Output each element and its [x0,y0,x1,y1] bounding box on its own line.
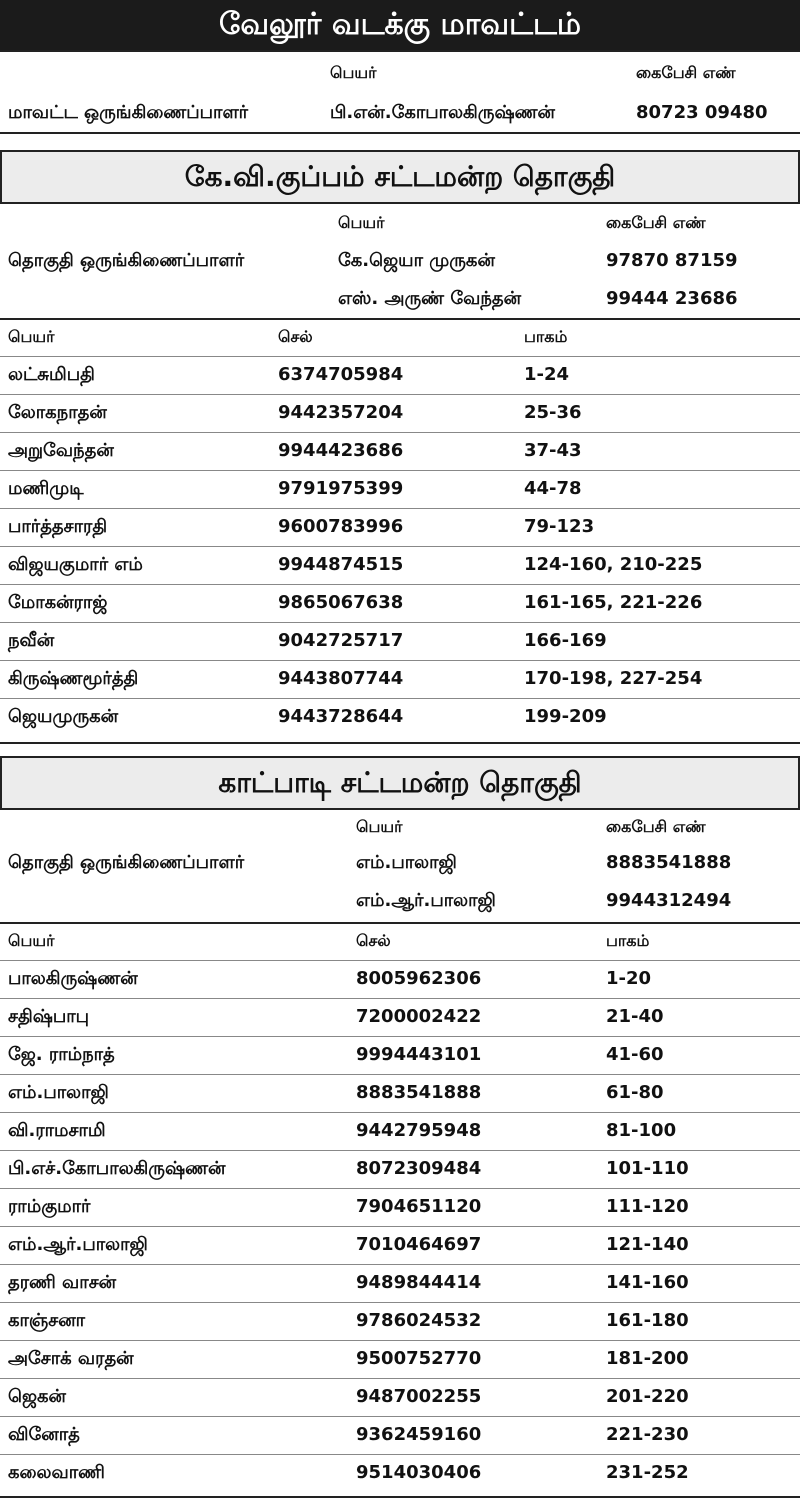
table-row [0,394,800,432]
cell-part: 1-24 [524,364,570,385]
cell-part: 166-169 [524,630,607,651]
table-row [0,584,800,622]
cell-phone: 9489844414 [356,1272,482,1293]
table-header-part: பாகம் [524,327,568,346]
cell-phone: 9442357204 [278,402,404,423]
katpadi-col-name: பெயர் [356,817,403,836]
cell-phone: 9944874515 [278,554,404,575]
katpadi-coordinator-row [0,882,800,920]
table-row [0,1036,800,1074]
cell-part: 141-160 [606,1272,689,1293]
cell-part: 81-100 [606,1120,677,1141]
table-row [0,1188,800,1226]
table-header-part: பாகம் [606,931,650,950]
cell-name: பார்த்தசாரதி [8,516,108,537]
table-row [0,356,800,394]
divider [0,1496,800,1498]
table-row [0,1416,800,1454]
divider [0,50,800,52]
kv-kuppam-role: தொகுதி ஒருங்கிணைப்பாளர் [8,250,245,271]
cell-phone: 9443728644 [278,706,404,727]
cell-part: 21-40 [606,1006,664,1027]
cell-phone: 7200002422 [356,1006,482,1027]
cell-part: 61-80 [606,1082,664,1103]
cell-part: 201-220 [606,1386,689,1407]
cell-name: அசோக் வரதன் [8,1348,134,1369]
cell-name: அறுவேந்தன் [8,440,114,461]
cell-phone: 8883541888 [356,1082,482,1103]
district-coordinator-row [0,94,800,132]
katpadi-col-phone: கைபேசி எண் [606,817,706,836]
district-role: மாவட்ட ஒருங்கிணைப்பாளர் [8,102,249,123]
district-col-name: பெயர் [330,63,377,82]
katpadi-coordinator-row [0,844,800,882]
district-col-phone: கைபேசி எண் [636,63,736,82]
katpadi-coordinator-name: எம்.ஆர்.பாலாஜி [356,890,496,911]
kv-kuppam-table-header [0,318,800,356]
cell-phone: 9865067638 [278,592,404,613]
cell-name: லட்சுமிபதி [8,364,95,385]
kv-kuppam-col-phone: கைபேசி எண் [606,213,706,232]
cell-phone: 9443807744 [278,668,404,689]
table-row [0,698,800,736]
table-row [0,1340,800,1378]
cell-name: எம்.பாலாஜி [8,1082,109,1103]
cell-part: 111-120 [606,1196,689,1217]
cell-phone: 9042725717 [278,630,404,651]
table-row [0,622,800,660]
cell-part: 161-180 [606,1310,689,1331]
kv-kuppam-coordinator-name: எஸ். அருண் வேந்தன் [338,288,522,309]
cell-phone: 9500752770 [356,1348,482,1369]
table-row [0,1302,800,1340]
cell-phone: 8072309484 [356,1158,482,1179]
table-header-name: பெயர் [8,327,55,346]
table-row [0,1074,800,1112]
katpadi-table-header [0,922,800,960]
cell-phone: 9600783996 [278,516,404,537]
table-row [0,546,800,584]
table-row [0,1378,800,1416]
cell-part: 161-165, 221-226 [524,592,703,613]
kv-kuppam-coordinator-name: கே.ஜெயா முருகன் [338,250,495,271]
cell-part: 121-140 [606,1234,689,1255]
kv-kuppam-coordinator-row [0,280,800,318]
cell-phone: 9786024532 [356,1310,482,1331]
cell-part: 181-200 [606,1348,689,1369]
cell-name: விஜயகுமார் எம் [8,554,143,575]
kv-kuppam-title: கே.வி.குப்பம் சட்டமன்ற தொகுதி [0,150,800,204]
cell-phone: 6374705984 [278,364,404,385]
cell-name: ஜே. ராம்நாத் [8,1044,115,1065]
kv-kuppam-coordinator-phone: 97870 87159 [606,250,738,271]
cell-name: சதிஷ்பாபு [8,1006,90,1027]
cell-part: 221-230 [606,1424,689,1445]
cell-part: 170-198, 227-254 [524,668,703,689]
cell-part: 41-60 [606,1044,664,1065]
cell-part: 37-43 [524,440,582,461]
cell-part: 231-252 [606,1462,689,1483]
cell-phone: 7010464697 [356,1234,482,1255]
katpadi-header-row [0,808,800,846]
cell-phone: 9944423686 [278,440,404,461]
katpadi-coordinator-phone: 9944312494 [606,890,732,911]
table-row [0,960,800,998]
table-row [0,1264,800,1302]
katpadi-coordinator-phone: 8883541888 [606,852,732,873]
katpadi-coordinator-name: எம்.பாலாஜி [356,852,457,873]
table-header-cell: செல் [356,931,391,950]
table-row [0,1454,800,1492]
cell-phone: 9362459160 [356,1424,482,1445]
divider [0,132,800,134]
cell-name: காஞ்சனா [8,1310,86,1331]
cell-part: 124-160, 210-225 [524,554,703,575]
cell-phone: 8005962306 [356,968,482,989]
cell-name: எம்.ஆர்.பாலாஜி [8,1234,148,1255]
cell-name: ஜெயமுருகன் [8,706,119,727]
table-row [0,470,800,508]
cell-part: 199-209 [524,706,607,727]
cell-phone: 9487002255 [356,1386,482,1407]
table-row [0,1150,800,1188]
cell-name: வி.ராமசாமி [8,1120,106,1141]
table-header-name: பெயர் [8,931,55,950]
katpadi-title: காட்பாடி சட்டமன்ற தொகுதி [0,756,800,810]
divider [0,742,800,744]
district-phone: 80723 09480 [636,102,768,123]
table-row [0,998,800,1036]
cell-name: நவீன் [8,630,55,651]
kv-kuppam-header-row [0,204,800,242]
cell-part: 79-123 [524,516,595,537]
table-row [0,432,800,470]
district-title: வேலூர் வடக்கு மாவட்டம் [0,0,800,50]
cell-name: தரணி வாசன் [8,1272,117,1293]
district-header-row [0,54,800,92]
table-row [0,1226,800,1264]
table-header-cell: செல் [278,327,313,346]
cell-name: கிருஷ்ணமூர்த்தி [8,668,139,689]
kv-kuppam-coordinator-phone: 99444 23686 [606,288,738,309]
table-row [0,660,800,698]
cell-part: 1-20 [606,968,652,989]
district-name: பி.என்.கோபாலகிருஷ்ணன் [330,102,555,123]
cell-name: மணிமுடி [8,478,84,499]
kv-kuppam-col-name: பெயர் [338,213,385,232]
cell-name: வினோத் [8,1424,80,1445]
cell-name: ஜெகன் [8,1386,66,1407]
cell-name: ராம்குமார் [8,1196,91,1217]
kv-kuppam-coordinator-row [0,242,800,280]
cell-name: லோகநாதன் [8,402,107,423]
table-row [0,1112,800,1150]
cell-phone: 9442795948 [356,1120,482,1141]
cell-phone: 7904651120 [356,1196,482,1217]
cell-phone: 9994443101 [356,1044,482,1065]
cell-name: பாலகிருஷ்ணன் [8,968,138,989]
katpadi-role: தொகுதி ஒருங்கிணைப்பாளர் [8,852,245,873]
cell-phone: 9791975399 [278,478,404,499]
cell-phone: 9514030406 [356,1462,482,1483]
table-row [0,508,800,546]
cell-name: பி.எச்.கோபாலகிருஷ்ணன் [8,1158,226,1179]
cell-part: 25-36 [524,402,582,423]
cell-name: கலைவாணி [8,1462,105,1483]
cell-part: 101-110 [606,1158,689,1179]
cell-part: 44-78 [524,478,582,499]
cell-name: மோகன்ராஜ் [8,592,108,613]
